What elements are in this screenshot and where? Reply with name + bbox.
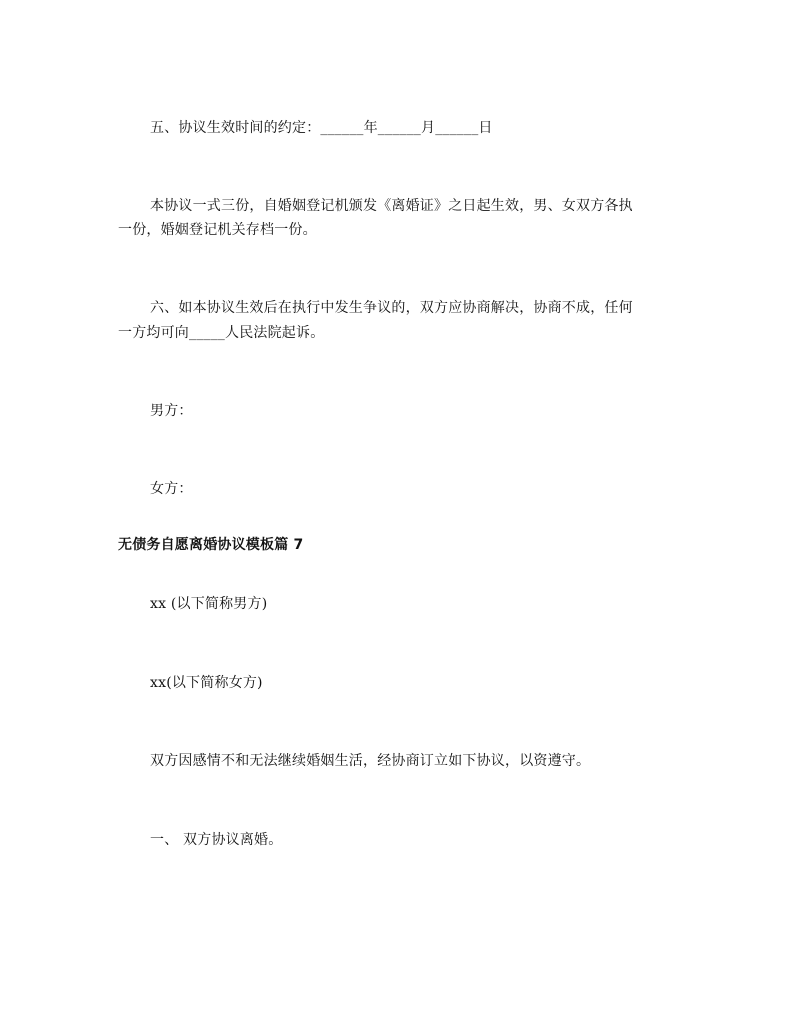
female-party-name: xx(以下简称女方)	[150, 675, 263, 691]
section-heading: 无债务自愿离婚协议模板篇 7	[118, 537, 304, 553]
female-party-signature-label: 女方：	[150, 481, 193, 497]
clause-six-line-2: 一方均可向_____人民法院起诉。	[118, 325, 325, 341]
clause-six-line-1: 六、如本协议生效后在执行中发生争议的，双方应协商解决，协商不成，任何	[150, 300, 633, 316]
clause-one-divorce: 一、 双方协议离婚。	[150, 832, 283, 848]
male-party-name: xx (以下简称男方)	[150, 596, 268, 612]
copies-clause-line-2: 一份，婚姻登记机关存档一份。	[118, 222, 317, 238]
agreement-preamble: 双方因感情不和无法继续婚姻生活，经协商订立如下协议，以资遵守。	[150, 753, 591, 769]
clause-five-effective-date: 五、协议生效时间的约定：______年______月______日	[150, 120, 493, 136]
male-party-signature-label: 男方：	[150, 403, 193, 419]
copies-clause-line-1: 本协议一式三份，自婚姻登记机颁发《离婚证》之日起生效，男、女双方各执	[150, 198, 633, 214]
